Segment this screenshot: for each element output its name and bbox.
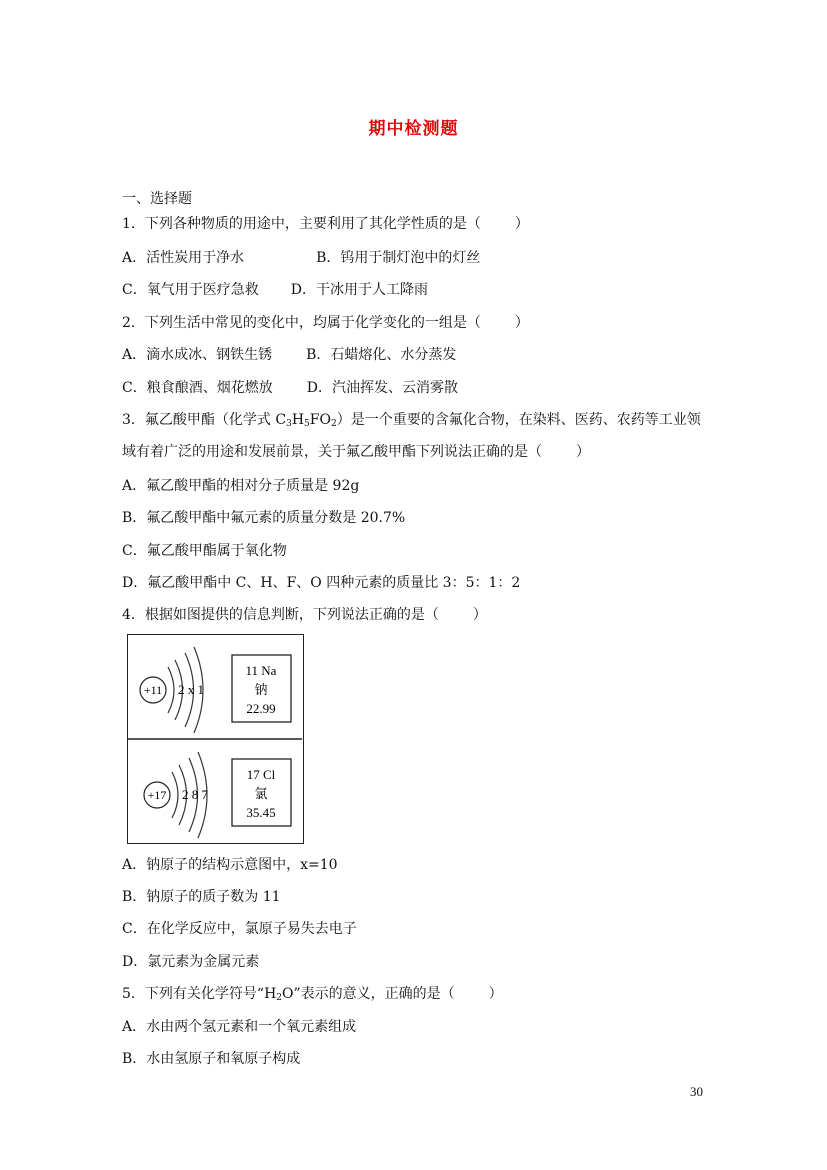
- option-c: C．在化学反应中，氯原子易失去电子: [122, 921, 357, 937]
- sodium-element-card: [232, 655, 291, 722]
- option-a: A．钠原子的结构示意图中，x=10: [122, 857, 338, 873]
- option-b: B．氟乙酸甲酯中氟元素的质量分数是 20.7%: [122, 510, 406, 526]
- sodium-atomic-mass: 22.99: [246, 701, 276, 716]
- option-c: C．氟乙酸甲酯属于氧化物: [122, 543, 287, 559]
- question-1-options-cd: [122, 281, 428, 299]
- option-c: C．氧气用于医疗急救: [122, 282, 259, 298]
- option-b: B．石蜡熔化、水分蒸发: [306, 347, 457, 363]
- question-4-stem: 4．根据如图提供的信息判断，下列说法正确的是（ ）: [122, 607, 487, 623]
- option-a: A．水由两个氢元素和一个氧元素组成: [122, 1019, 357, 1035]
- question-2-options-ab: [122, 346, 456, 364]
- chlorine-name: 氯: [254, 786, 268, 801]
- option-b: B．水由氢原子和氧原子构成: [122, 1051, 301, 1067]
- option-a: A．活性炭用于净水: [122, 250, 245, 266]
- question-1-stem: 1．下列各种物质的用途中，主要利用了其化学性质的是（ ）: [122, 216, 529, 232]
- option-b: B．钠原子的质子数为 11: [122, 889, 281, 905]
- atom-structure-figure: [127, 634, 304, 844]
- question-1-options-ab: [122, 249, 480, 267]
- option-d: D．干冰用于人工降雨: [290, 282, 428, 298]
- chlorine-atom-diagram: [144, 752, 209, 838]
- section-heading: 一、选择题: [122, 191, 192, 207]
- question-2-stem: 2．下列生活中常见的变化中，均属于化学变化的一组是（ ）: [122, 315, 529, 331]
- chlorine-nucleus-charge: +17: [147, 788, 167, 802]
- page-title: 期中检测题: [368, 119, 459, 139]
- option-b: B．钨用于制灯泡中的灯丝: [316, 250, 481, 266]
- option-d: D．氟乙酸甲酯中 C、H、F、O 四种元素的质量比 3：5：1：2: [122, 575, 521, 591]
- option-c: C．粮食酿酒、烟花燃放: [122, 380, 273, 396]
- sodium-atom-diagram: [140, 647, 204, 733]
- chlorine-electron-shells: 2 8 7: [182, 787, 208, 802]
- sodium-name: 钠: [254, 682, 268, 697]
- question-5-stem: 5．下列有关化学符号“$H_2O$”表示的意义，正确的是（ ）: [122, 986, 503, 1003]
- chlorine-number-symbol: 17 Cl: [246, 767, 276, 782]
- option-d: D．氯元素为金属元素: [122, 954, 260, 970]
- question-2-options-cd: [122, 379, 458, 397]
- option-a: A．滴水成冰、钢铁生锈: [122, 347, 273, 363]
- sodium-electron-shells: 2 x 1: [178, 682, 204, 697]
- question-3-stem-line1: 3．氟乙酸甲酯（化学式 $C_3H_5FO_2$）是一个重要的含氟化合物，在染料、医药、农药等工业领: [122, 412, 701, 429]
- question-3-stem-line2: 域有着广泛的用途和发展前景，关于氟乙酸甲酯下列说法正确的是（ ）: [122, 444, 590, 460]
- chlorine-atomic-mass: 35.45: [246, 805, 276, 820]
- option-d: D．汽油挥发、云消雾散: [306, 380, 458, 396]
- page-number: 30: [690, 1084, 703, 1099]
- option-a: A．氟乙酸甲酯的相对分子质量是 92g: [122, 478, 360, 494]
- sodium-number-symbol: 11 Na: [245, 663, 277, 678]
- chlorine-element-card: [232, 759, 291, 826]
- sodium-nucleus-charge: +11: [143, 683, 163, 697]
